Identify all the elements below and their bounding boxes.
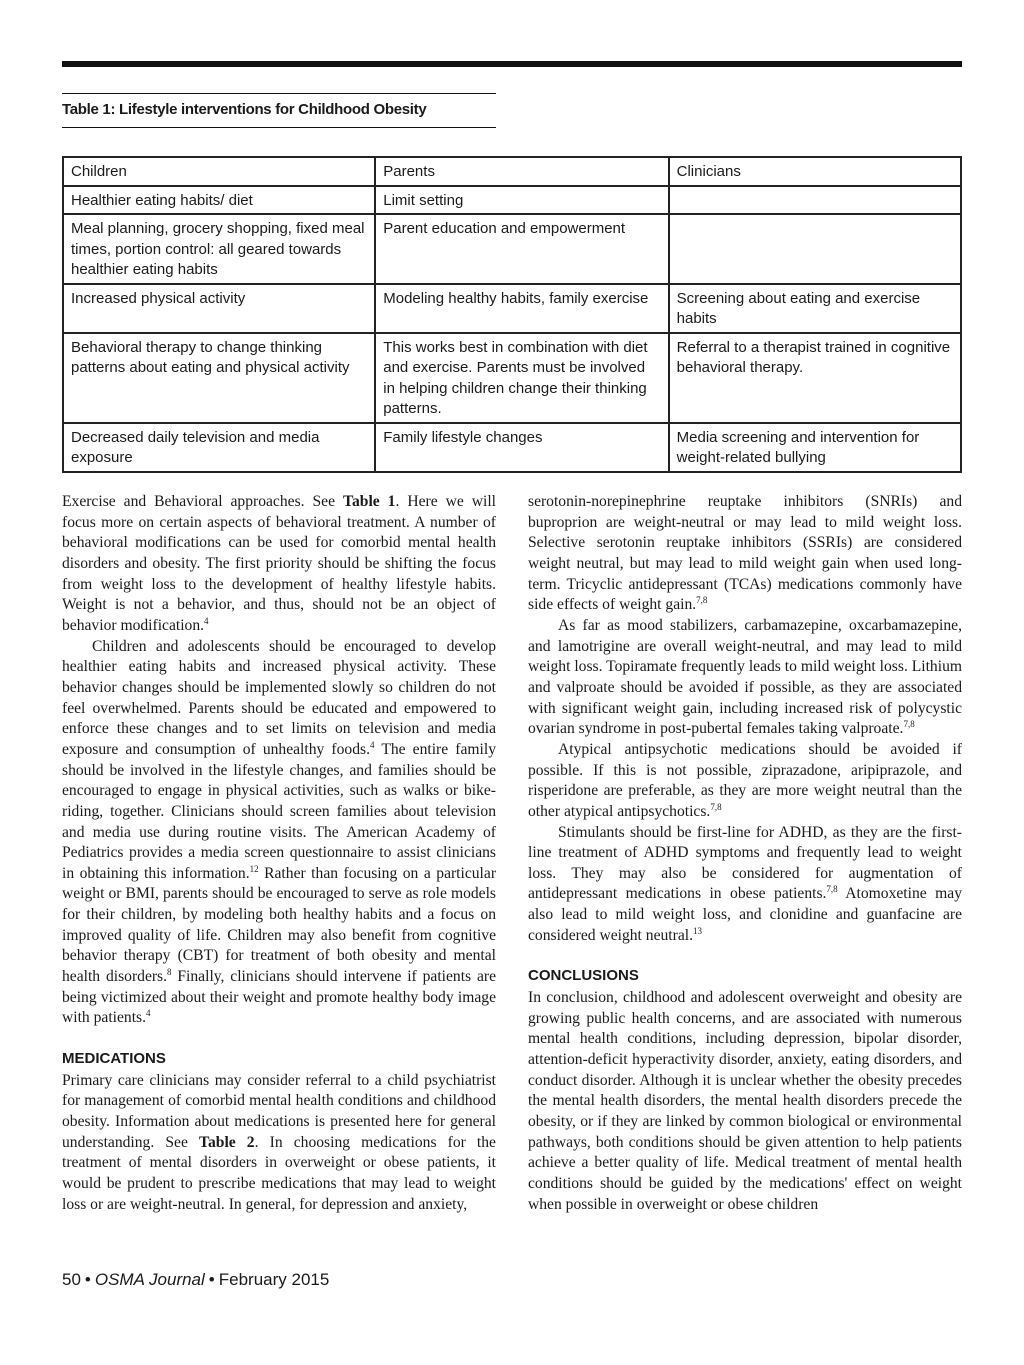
table-cell: Healthier eating habits/ diet	[63, 186, 375, 215]
citation: 7,8	[696, 595, 708, 606]
table-cell: Behavioral therapy to change thinking patterns about eating and physical activity	[63, 333, 375, 423]
paragraph: Children and adolescents should be encouraged to develop healthier eating habits and increased physical activity. These behavior changes should be implemented slowly so children do not feel overwhelmed. Parents should be educated and empowered to enforce these changes and to set limits on television and media exposure and consumption of unhealthy foods.$^4$ The entire family should be involved in the lifestyle changes, and families should be encouraged to engage in physical activities, such as walks or bike-riding, together. Clinicians should screen families about television and media use during routine visits. The American Academy of Pediatrics provides a media screen questionnaire to assist clinicians in obtaining this information.$^{12}$ Rather than focusing on a particular weight or BMI, parents should be encouraged to serve as role models for their children, by modeling both healthy habits and a focus on improved quality of life. Children may also benefit from cognitive behavior therapy (CBT) for treatment of both obesity and mental health disorders.$^8$ Finally, clinicians should intervene if patients are being victimized about their weight and promote healthy body image with patients.$^4$	[62, 637, 497, 1027]
left-column	[62, 492, 496, 1215]
citation: 8	[167, 967, 172, 978]
citation: 7,8	[826, 884, 838, 895]
table-caption	[62, 93, 496, 128]
paragraph: serotonin-norepinephrine reuptake inhibitors (SNRIs) and buproprion are weight-neutral or may lead to mild weight loss. Selective serotonin reuptake inhibitors (SSRIs) are considered weight neutral, but may lead to mild weight gain when used long-term. Tricyclic antidepressant (TCAs) medications commonly have side effects of weight gain.$^{7,8}$	[528, 493, 962, 614]
table-row	[63, 333, 961, 423]
paragraph: Exercise and Behavioral approaches. See Table 1. Here we will focus more on certain aspects of behavioral treatment. A number of behavioral modifications can be used for comorbid mental health disorders and obesity. The first priority should be shifting the focus from weight loss to the development of healthy lifestyle habits. Weight is not a behavior, and thus, should not be an object of behavior modification.$^4$	[62, 493, 497, 634]
table-cell: Limit setting	[375, 186, 668, 215]
table-cell: Media screening and intervention for weight-related bullying	[669, 423, 961, 472]
table-cell: Modeling healthy habits, family exercise	[375, 284, 668, 333]
citation: 13	[692, 925, 702, 936]
issue-date: February 2015	[218, 1270, 330, 1289]
table-cell: Parent education and empowerment	[375, 214, 668, 284]
citation: 12	[249, 863, 259, 874]
page-footer	[62, 1270, 329, 1290]
right-column	[528, 492, 962, 1215]
table-cell: Screening about eating and exercise habits	[669, 284, 961, 333]
citation: 7,8	[710, 801, 722, 812]
table-cell	[669, 214, 961, 284]
table-header-row	[63, 157, 961, 186]
table-cell: Family lifestyle changes	[375, 423, 668, 472]
citation: 7,8	[903, 719, 915, 730]
table-row	[63, 284, 961, 333]
table-cell: Referral to a therapist trained in cognitive behavioral therapy.	[669, 333, 961, 423]
citation: 4	[204, 615, 209, 626]
conclusions-heading: CONCLUSIONS	[528, 967, 639, 985]
journal-name: OSMA Journal	[94, 1270, 205, 1289]
table-row	[63, 423, 961, 472]
paragraph: In conclusion, childhood and adolescent overweight and obesity are growing public health concerns, and are associated with numerous mental health conditions, including depression, bipolar disorder, attention-deficit hyperactivity disorder, anxiety, eating disorders, and conduct disorder. Although it is unclear whether the obesity precedes the mental health disorders, the mental health disorders precede the obesity, or if they are linked by common biological or environmental pathways, both conditions should be given attention to help patients achieve a better quality of life. Medical treatment of mental health conditions should be guided by the medications' effect on weight when possible in overweight or obese children	[528, 989, 962, 1213]
table-cell: Meal planning, grocery shopping, fixed meal times, portion control: all geared towards healthier eating habits	[63, 214, 375, 284]
bullet-separator: •	[84, 1270, 91, 1289]
top-rule	[62, 61, 962, 67]
table-cell: This works best in combination with diet and exercise. Parents must be involved in helping children change their thinking patterns.	[375, 333, 668, 423]
header-clinicians: Clinicians	[669, 157, 961, 186]
medications-heading: MEDICATIONS	[62, 1050, 166, 1068]
table-cell: Decreased daily television and media exposure	[63, 423, 375, 472]
paragraph: As far as mood stabilizers, carbamazepine, oxcarbamazepine, and lamotrigine are overall weight-neutral, and may lead to mild weight loss. Topiramate frequently leads to mild weight loss. Lithium and valproate should be avoided if possible, as they are associated with significant weight gain, including increased risk of polycystic ovarian syndrome in post-pubertal females taking valproate.$^{7,8}$	[528, 616, 962, 738]
header-children: Children	[63, 157, 375, 186]
paragraph: Stimulants should be first-line for ADHD, as they are the first-line treatment of ADHD symptoms and frequently lead to weight loss. They may also be considered for augmentation of antidepressant medications in obese patients.$^{7,8}$ Atomoxetine may also lead to mild weight loss, and clonidine and guanfacine are considered weight neutral.$^{13}$	[528, 823, 962, 944]
table-cell: Increased physical activity	[63, 284, 375, 333]
header-parents: Parents	[375, 157, 668, 186]
citation: 4	[369, 739, 375, 750]
table-1-reference: Table 1	[343, 493, 396, 510]
paragraph: Atypical antipsychotic medications should be avoided if possible. If this is not possible, ziprazadone, aripiprazole, and risperidone are preferable, as they are more weight neutral than the other atypical antipsychotics.$^{7,8}$	[528, 740, 962, 820]
bullet-separator: •	[208, 1270, 215, 1289]
table-cell	[669, 186, 961, 215]
page-number: 50	[62, 1270, 81, 1289]
citation: 4	[146, 1008, 151, 1019]
table-row	[63, 186, 961, 215]
table-2-reference: Table 2	[199, 1133, 255, 1151]
paragraph: Primary care clinicians may consider referral to a child psychiatrist for management of comorbid mental health conditions and childhood obesity. Information about medications is presented here for general understanding. See Table 2. In choosing medications for the treatment of mental disorders in overweight or obese patients, it would be prudent to prescribe medications that may lead to weight loss or are weight-neutral. In general, for depression and anxiety,	[62, 1071, 496, 1213]
table-row	[63, 214, 961, 284]
table-title: Table 1: Lifestyle interventions for Childhood Obesity	[62, 101, 427, 118]
lifestyle-interventions-table	[62, 156, 962, 473]
